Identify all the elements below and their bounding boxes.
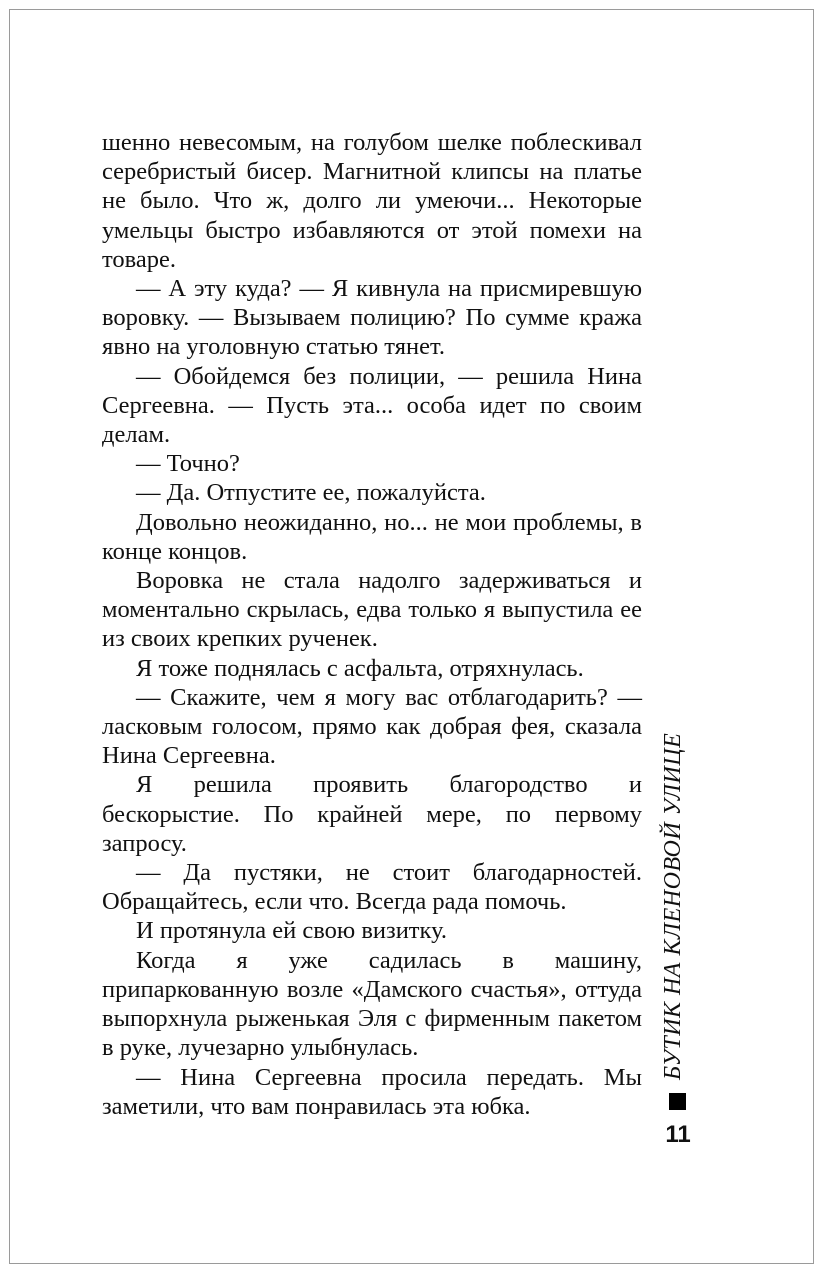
paragraph: — Точно? — [136, 450, 240, 478]
paragraph: — Скажите, чем я могу вас отблагодарить? — ласковым голосом, прямо как добрая фея, сказала Нина Сергеевна. — [102, 683, 642, 770]
paragraph: И протянула ей свою визитку. — [136, 917, 447, 945]
paragraph: Я тоже поднялась с асфальта, отряхнулась. — [136, 654, 584, 682]
running-title: БУТИК НА КЛЕНОВОЙ УЛИЦЕ — [660, 732, 686, 1080]
paragraph: шенно невесомым, на голубом шелке поблескивал серебристый бисер. Магнитной клипсы на платье не было. Что ж, долго ли умеючи... Некоторые умельцы быстро избавляются от этой помехи на товаре. — [102, 129, 642, 273]
paragraph: — Обойдемся без полиции, — решила Нина Сергеевна. — Пусть эта... особа идет по своим делам. — [102, 362, 642, 449]
paragraph: — Да. Отпустите ее, пожалуйста. — [136, 479, 486, 507]
paragraph: Когда я уже садилась в машину, припаркованную возле «Дамского счастья», оттуда выпорхнула рыженькая Эля с фирменным пакетом в руке, лучезарно улыбнулась. — [102, 946, 642, 1062]
page-number: 11 — [665, 1121, 691, 1148]
body-text — [102, 128, 642, 1121]
paragraph: — Да пустяки, не стоит благодарностей. Обращайтесь, если что. Всегда рада помочь. — [102, 859, 642, 916]
paragraph: Я решила проявить благородство и бескорыстие. По крайней мере, по первому запросу. — [102, 771, 642, 857]
paragraph: Довольно неожиданно, но... не мои проблемы, в конце концов. — [102, 508, 642, 565]
paragraph: — Нина Сергеевна просила передать. Мы заметили, что вам понравилась эта юбка. — [102, 1063, 642, 1120]
square-marker-icon — [669, 1093, 686, 1110]
paragraph: — А эту куда? — Я кивнула на присмиревшую воровку. — Вызываем полицию? По сумме кража явно на уголовную статью тянет. — [102, 275, 642, 361]
paragraph: Воровка не стала надолго задерживаться и моментально скрылась, едва только я выпустила ее из своих крепких рученек. — [102, 567, 642, 653]
